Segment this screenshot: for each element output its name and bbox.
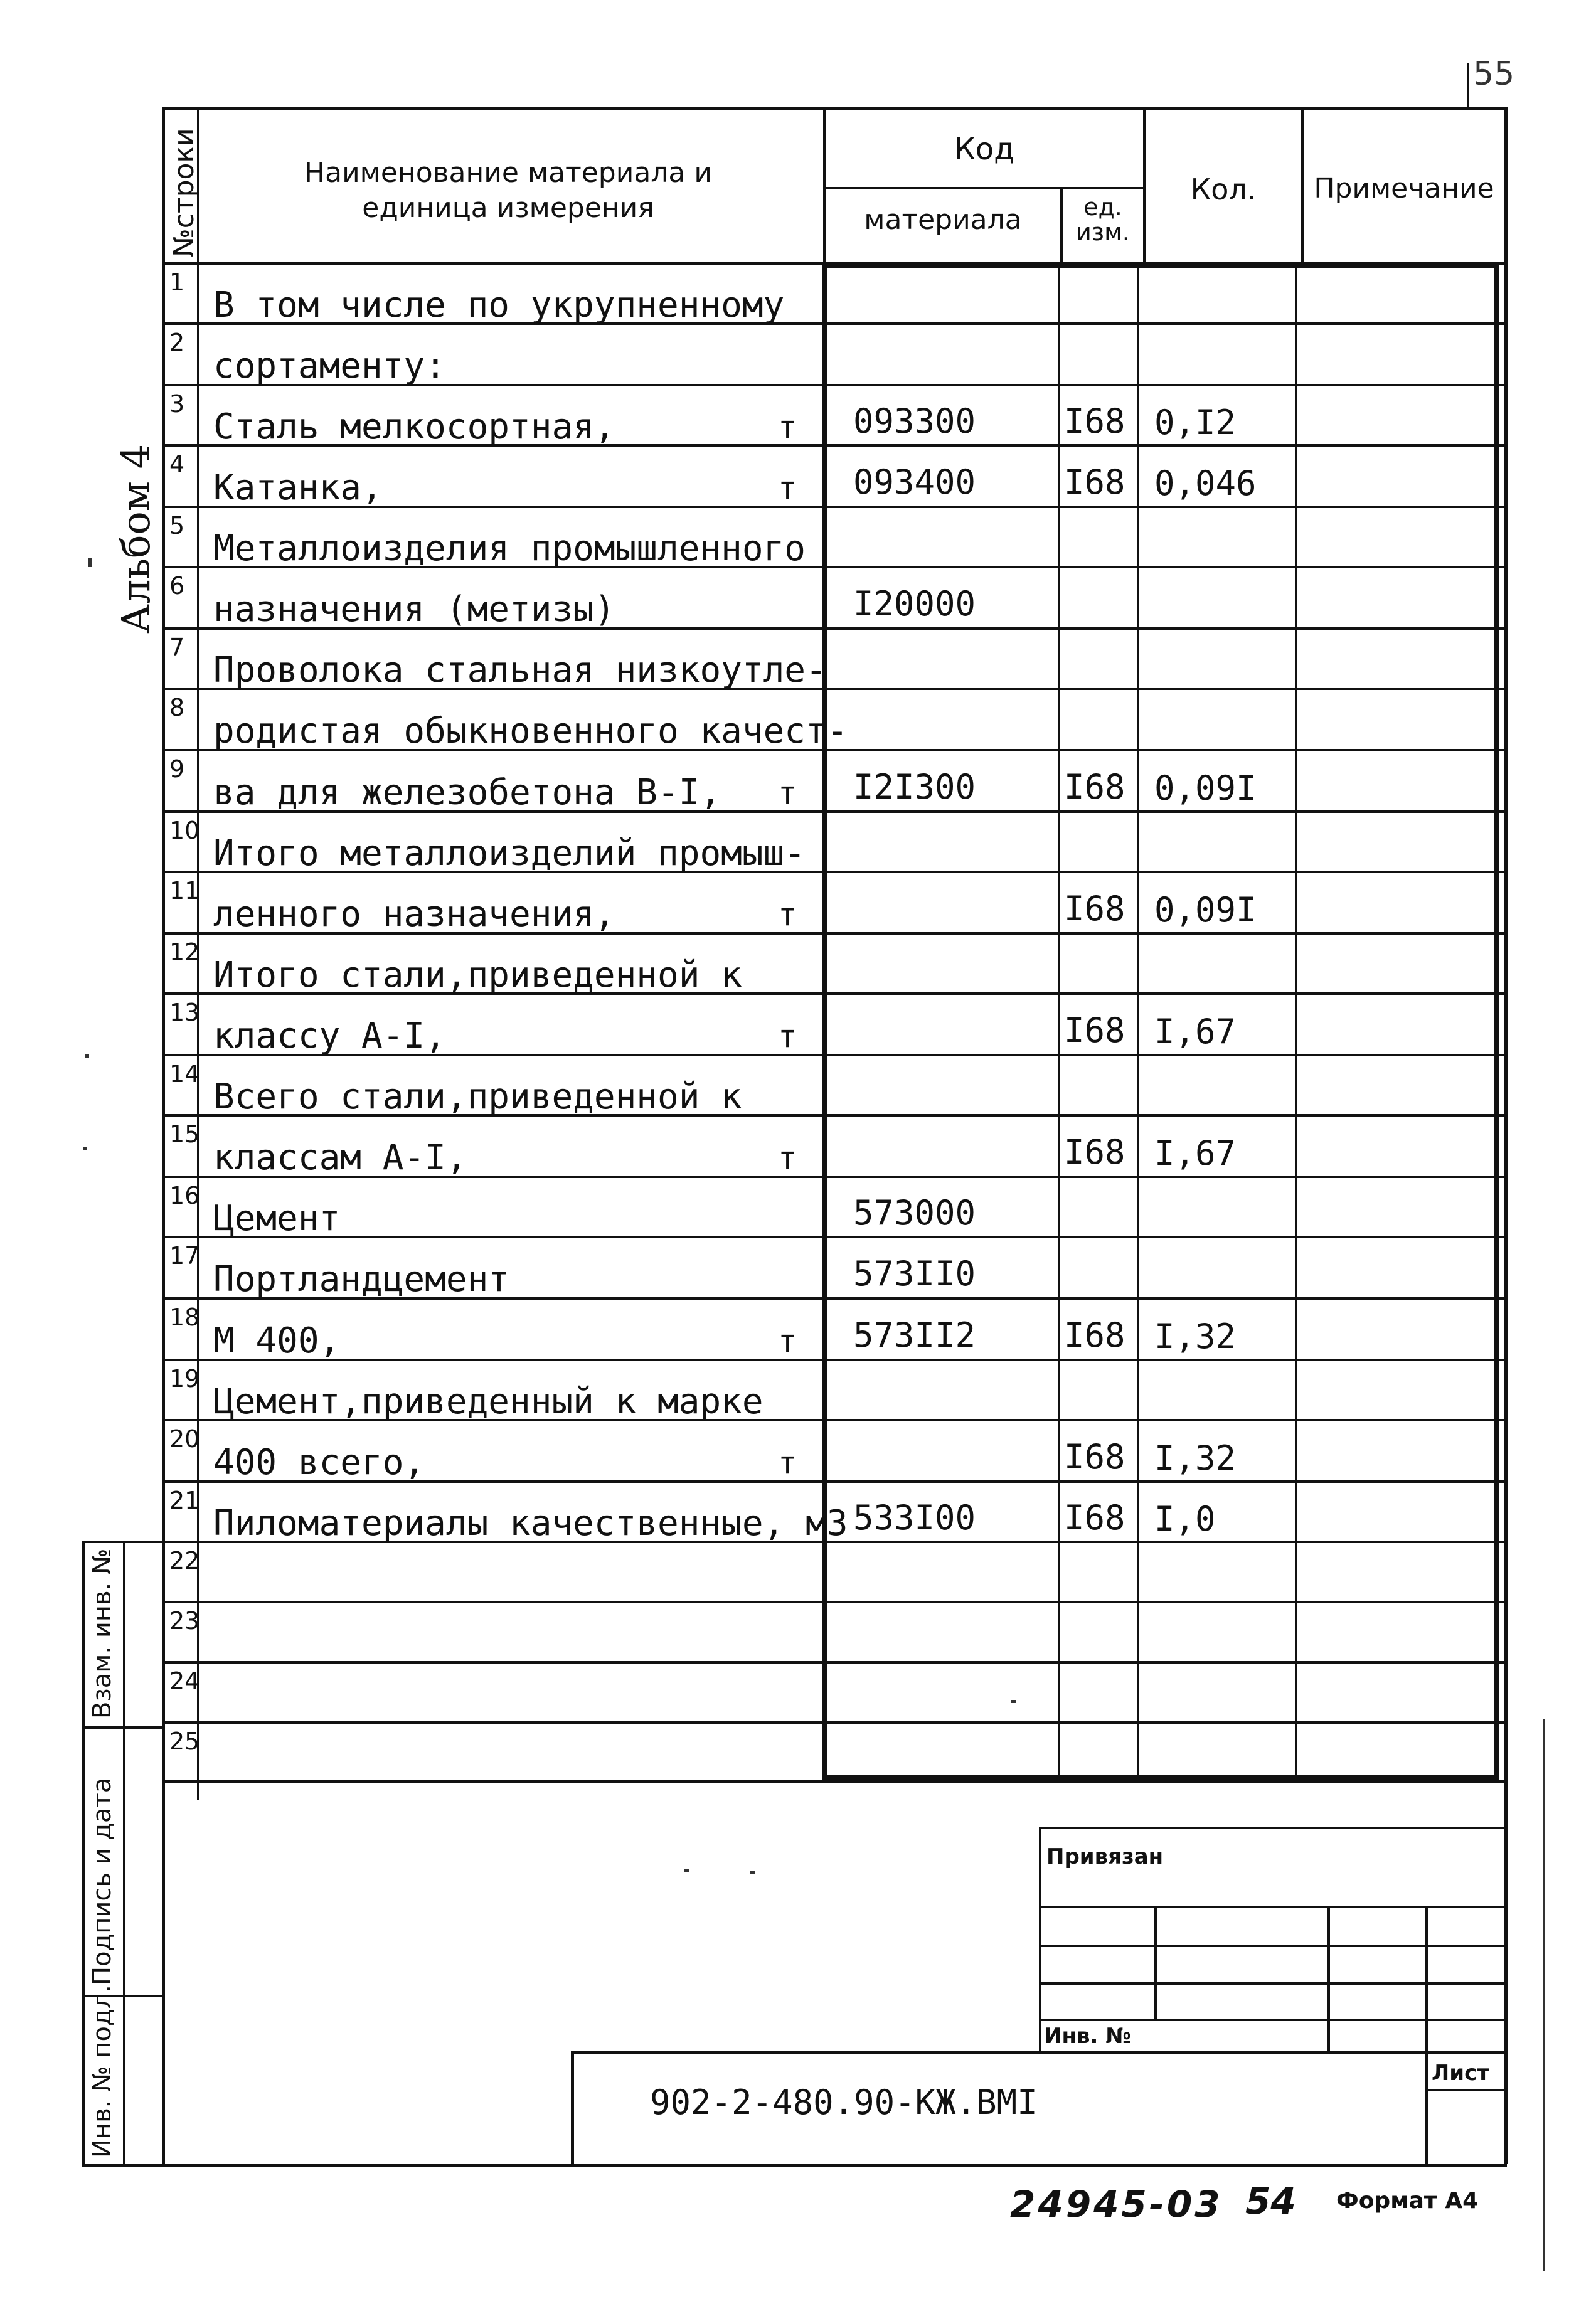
stray-mark xyxy=(1011,1700,1016,1703)
row-unit: т xyxy=(778,1323,797,1359)
row-qty: I,0 xyxy=(1154,1499,1216,1539)
row-number: 20 xyxy=(169,1425,200,1453)
album-label: Альбом 4 xyxy=(113,443,159,634)
row-material-code: 573II2 xyxy=(853,1315,976,1355)
handwritten-number: 24945-03 xyxy=(1010,2183,1223,2226)
row-name: Катанка, xyxy=(213,467,383,508)
row-name: ва для железобетона В-I, xyxy=(213,772,721,813)
row-unit: т xyxy=(778,1445,797,1481)
row-number: 16 xyxy=(169,1182,200,1209)
row-number: 25 xyxy=(169,1728,200,1755)
row-qty: I,67 xyxy=(1154,1134,1237,1173)
row-number: 24 xyxy=(169,1667,200,1695)
row-unit-code: I68 xyxy=(1064,1437,1125,1477)
row-unit: т xyxy=(778,896,797,933)
margin-line xyxy=(1543,1719,1545,2271)
stray-mark xyxy=(750,1871,755,1874)
header-name-line2: единица измерения xyxy=(362,192,654,224)
row-qty: I,32 xyxy=(1154,1317,1237,1356)
page-number: 54 xyxy=(1245,2180,1296,2222)
row-number: 22 xyxy=(169,1547,200,1574)
row-qty: 0,09I xyxy=(1154,768,1257,808)
stamp-vzam-inv: Взам. инв. № xyxy=(88,1548,117,1719)
row-unit: т xyxy=(778,1140,797,1176)
row-number: 7 xyxy=(169,634,185,661)
header-qty: Кол. xyxy=(1190,173,1257,206)
row-divider xyxy=(162,1236,1504,1238)
row-number: 17 xyxy=(169,1242,200,1270)
row-number: 8 xyxy=(169,694,185,721)
row-name: ленного назначения, xyxy=(213,894,615,935)
row-name: Портландцемент xyxy=(213,1259,510,1300)
row-qty: 0,09I xyxy=(1154,890,1257,930)
row-qty: 0,046 xyxy=(1154,464,1257,503)
row-number: 4 xyxy=(169,450,185,478)
sheet-label: Лист xyxy=(1432,2061,1489,2086)
row-qty: I,67 xyxy=(1154,1012,1237,1051)
row-name: Цемент xyxy=(213,1198,341,1239)
row-number: 5 xyxy=(169,512,185,539)
row-name: Пиломатериалы качественные, м3 xyxy=(213,1503,848,1544)
row-qty: I,32 xyxy=(1154,1438,1237,1478)
inv-no-label: Инв. № xyxy=(1044,2024,1132,2049)
row-name: классам А-I, xyxy=(213,1137,467,1178)
row-number: 19 xyxy=(169,1365,200,1393)
row-divider xyxy=(162,1601,1504,1603)
header-name xyxy=(207,156,809,226)
row-divider xyxy=(162,1661,1504,1664)
row-unit-code: I68 xyxy=(1064,1132,1125,1172)
row-name: Проволока стальная низкоутле- xyxy=(213,650,827,691)
row-material-code: I20000 xyxy=(853,584,976,624)
row-material-code: 573II0 xyxy=(853,1254,976,1293)
row-divider xyxy=(162,1721,1504,1724)
row-number: 1 xyxy=(169,268,185,296)
row-material-code: 573000 xyxy=(853,1193,976,1233)
row-name: Итого металлоизделий промыш- xyxy=(213,833,806,874)
row-name: Итого стали,приведенной к xyxy=(213,955,742,996)
row-name: родистая обыкновенного качест- xyxy=(213,711,848,751)
stray-mark xyxy=(88,558,92,567)
row-number: 3 xyxy=(169,390,185,418)
row-name: 400 всего, xyxy=(213,1442,425,1483)
row-unit-code: I68 xyxy=(1064,401,1125,441)
row-number: 2 xyxy=(169,329,185,356)
row-name: В том числе по укрупненному xyxy=(213,285,785,326)
page-corner-number: 55 xyxy=(1473,55,1515,93)
row-name: Металлоизделия промышленного xyxy=(213,528,806,569)
row-qty: 0,I2 xyxy=(1154,403,1237,442)
header-code: Код xyxy=(954,132,1015,167)
row-divider xyxy=(162,1359,1504,1361)
row-unit-code: I68 xyxy=(1064,462,1125,502)
row-name: назначения (метизы) xyxy=(213,589,615,630)
row-number: 9 xyxy=(169,755,185,783)
row-name: классу А-I, xyxy=(213,1016,446,1056)
stray-mark xyxy=(85,1054,89,1058)
row-unit: т xyxy=(778,1018,797,1054)
header-code-material: материала xyxy=(864,204,1022,236)
row-material-code: 093400 xyxy=(853,462,976,502)
row-name: Сталь мелкосортная, xyxy=(213,406,615,447)
row-unit: т xyxy=(778,775,797,811)
row-unit-code: I68 xyxy=(1064,1011,1125,1050)
row-unit-code: I68 xyxy=(1064,1315,1125,1355)
row-number: 12 xyxy=(169,938,200,966)
row-number: 13 xyxy=(169,999,200,1026)
row-divider xyxy=(162,1780,1504,1783)
row-material-code: 533I00 xyxy=(853,1498,976,1537)
row-unit-code: I68 xyxy=(1064,767,1125,807)
row-material-code: I2I300 xyxy=(853,767,976,807)
row-number: 18 xyxy=(169,1303,200,1331)
stamp-podpis-data: Подпись и дата xyxy=(88,1777,117,1985)
row-unit: т xyxy=(778,409,797,445)
header-code-unit: ед. изм. xyxy=(1076,193,1130,246)
row-number: 10 xyxy=(169,817,200,844)
row-number: 21 xyxy=(169,1487,200,1514)
stamp-inv-podl: Инв. № подл. xyxy=(88,1985,117,2158)
row-name: Цемент,приведенный к марке xyxy=(213,1381,763,1422)
header-name-line1: Наименование материала и xyxy=(304,157,712,189)
row-name: сортаменту: xyxy=(213,346,446,386)
row-unit: т xyxy=(778,470,797,506)
header-note: Примечание xyxy=(1314,173,1494,204)
row-number: 6 xyxy=(169,572,185,600)
row-number: 23 xyxy=(169,1607,200,1635)
row-unit-code: I68 xyxy=(1064,1498,1125,1537)
row-name: Всего стали,приведенной к xyxy=(213,1076,742,1117)
privyazan-label: Привязан xyxy=(1046,1844,1164,1869)
row-unit-code: I68 xyxy=(1064,889,1125,928)
row-name: М 400, xyxy=(213,1320,341,1361)
row-number: 11 xyxy=(169,877,200,905)
doc-code: 902-2-480.90-КЖ.ВМI xyxy=(650,2083,1038,2122)
format-label: Формат А4 xyxy=(1336,2188,1479,2214)
header-row-no: №строки xyxy=(168,128,200,257)
stray-mark xyxy=(83,1147,87,1150)
corner-tick xyxy=(1467,63,1469,107)
stray-mark xyxy=(684,1869,689,1872)
row-number: 14 xyxy=(169,1060,200,1088)
row-material-code: 093300 xyxy=(853,401,976,441)
row-number: 15 xyxy=(169,1120,200,1148)
